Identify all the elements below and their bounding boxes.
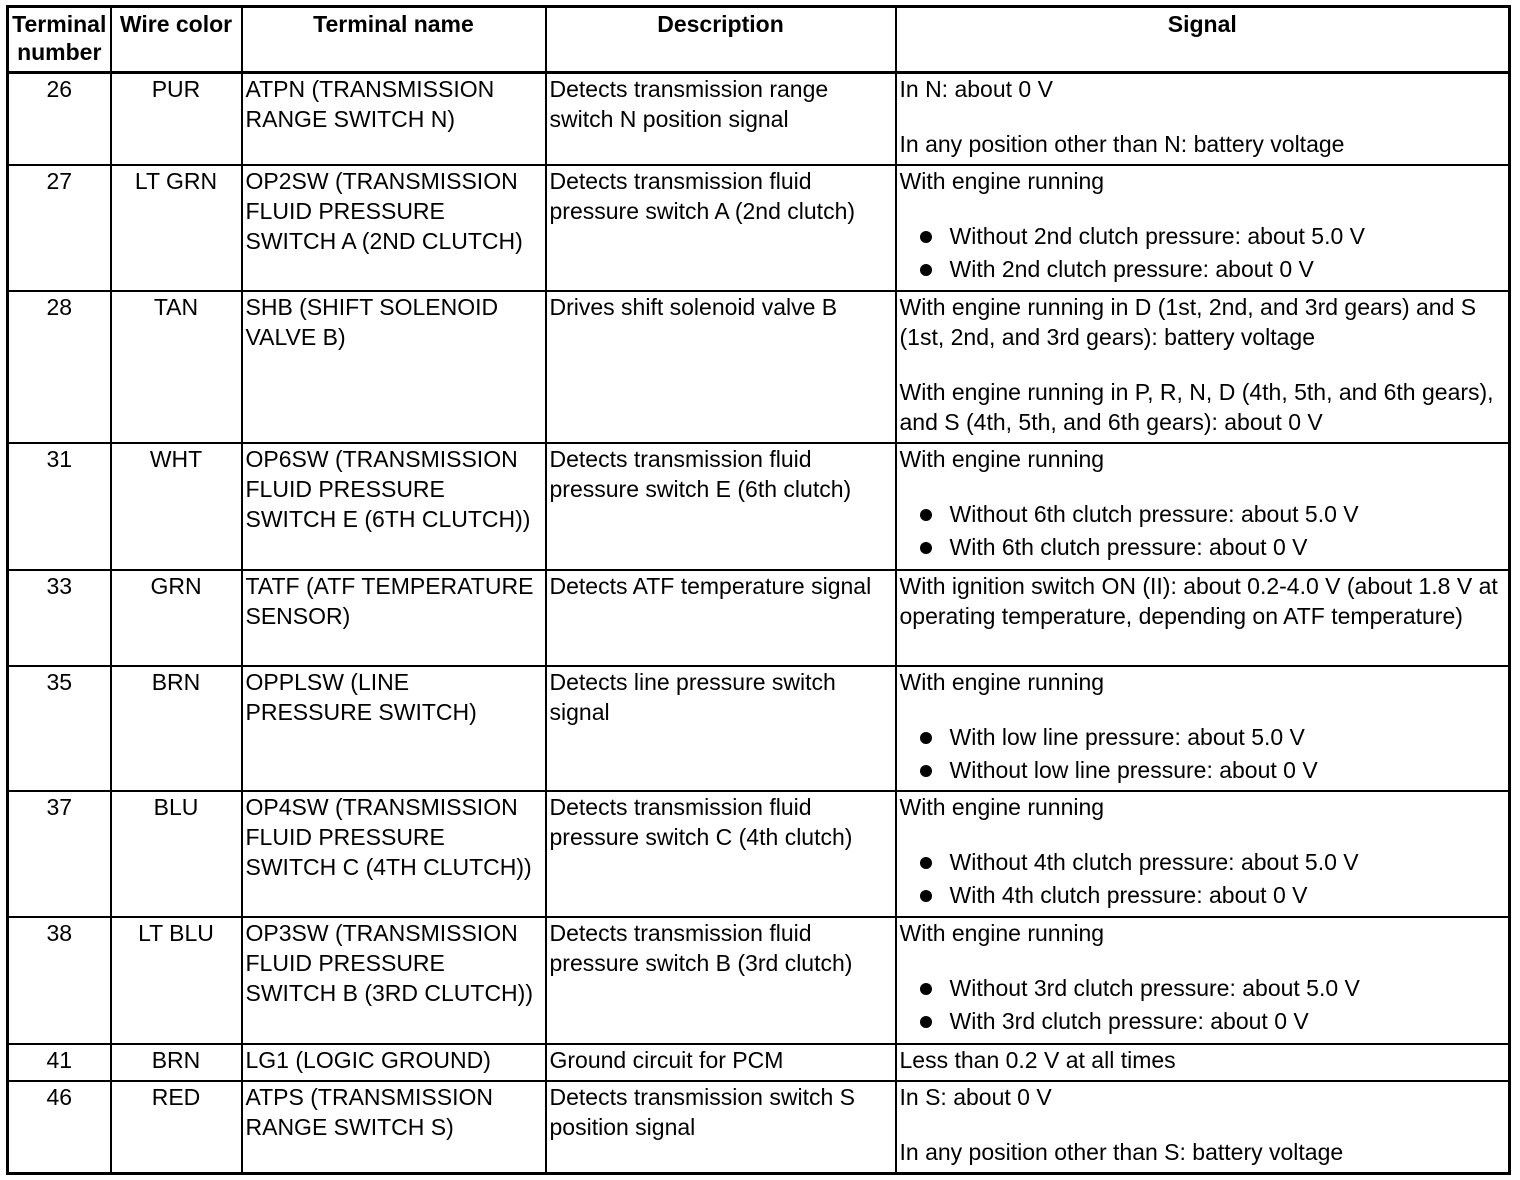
terminal-number: 28 <box>8 291 111 443</box>
table-row <box>8 1081 1510 1173</box>
description: Detects transmission range switch N position signal <box>546 73 896 165</box>
table-row <box>8 291 1510 443</box>
header-description: Description <box>546 7 896 73</box>
bullet-icon <box>920 983 932 995</box>
bullet-icon <box>920 732 932 744</box>
wire-color: LT GRN <box>111 165 242 291</box>
signal-intro: With engine running <box>899 445 1105 472</box>
header-row <box>8 7 1510 73</box>
table-row <box>8 443 1510 570</box>
description: Detects transmission fluid pressure switch A (2nd clutch) <box>546 165 896 291</box>
wire-color: PUR <box>111 73 242 165</box>
wire-color: WHT <box>111 443 242 570</box>
signal-text: In N: about 0 V <box>899 76 1053 102</box>
table-row <box>8 73 1510 165</box>
signal-text: With ignition switch ON (II): about 0.2-4.0 V (about 1.8 V at operating temperature, depending on ATF temperature) <box>899 572 1498 629</box>
description: Detects line pressure switch signal <box>546 666 896 791</box>
signal-text: With engine running in D (1st, 2nd, and 3rd gears) and S (1st, 2nd, and 3rd gears): battery voltage <box>899 293 1477 350</box>
terminal-number: 46 <box>8 1081 111 1173</box>
table-row <box>8 165 1510 291</box>
terminal-name: TATF (ATF TEMPERATURE SENSOR) <box>242 570 546 666</box>
description: Detects transmission fluid pressure switch B (3rd clutch) <box>546 917 896 1044</box>
bullet-icon <box>920 542 932 554</box>
terminal-number: 37 <box>8 791 111 917</box>
signal-text: In any position other than N: battery voltage <box>899 131 1345 157</box>
signal-text: In any position other than S: battery voltage <box>899 1139 1344 1166</box>
description: Detects transmission switch S position signal <box>546 1081 896 1173</box>
terminal-name: OPPLSW (LINE PRESSURE SWITCH) <box>242 666 546 791</box>
list-item: Without 2nd clutch pressure: about 5.0 V <box>920 220 1506 253</box>
list-item: Without low line pressure: about 0 V <box>920 754 1506 787</box>
terminal-name: OP3SW (TRANSMISSION FLUID PRESSURE SWITCH B (3RD CLUTCH)) <box>242 917 546 1044</box>
wire-color: TAN <box>111 291 242 443</box>
bullet-icon <box>920 264 932 276</box>
description: Detects ATF temperature signal <box>546 570 896 666</box>
signal-text: In S: about 0 V <box>899 1084 1052 1111</box>
list-item: Without 3rd clutch pressure: about 5.0 V <box>920 972 1506 1005</box>
table-row <box>8 1044 1510 1081</box>
terminal-name: OP6SW (TRANSMISSION FLUID PRESSURE SWITCH E (6TH CLUTCH)) <box>242 443 546 570</box>
table-row <box>8 666 1510 791</box>
signal <box>896 791 1510 917</box>
wire-color: BLU <box>111 791 242 917</box>
terminal-table <box>6 5 1511 1175</box>
list-item: With 3rd clutch pressure: about 0 V <box>920 1005 1506 1038</box>
signal <box>896 666 1510 791</box>
wire-color: GRN <box>111 570 242 666</box>
signal-intro: With engine running <box>899 794 1105 821</box>
list-item: Without 4th clutch pressure: about 5.0 V <box>920 846 1506 879</box>
signal-text: Less than 0.2 V at all times <box>899 1047 1176 1074</box>
terminal-number: 35 <box>8 666 111 791</box>
list-item: Without 6th clutch pressure: about 5.0 V <box>920 498 1506 531</box>
header-terminal-number: Terminal number <box>8 7 111 73</box>
signal <box>896 291 1510 443</box>
terminal-name: LG1 (LOGIC GROUND) <box>242 1044 546 1081</box>
table-row <box>8 791 1510 917</box>
table-row <box>8 917 1510 1044</box>
signal-bullets <box>900 498 1506 564</box>
signal-intro: With engine running <box>899 920 1105 947</box>
terminal-number: 41 <box>8 1044 111 1081</box>
wire-color: LT BLU <box>111 917 242 1044</box>
list-item: With low line pressure: about 5.0 V <box>920 721 1506 754</box>
description: Detects transmission fluid pressure switch E (6th clutch) <box>546 443 896 570</box>
description: Ground circuit for PCM <box>546 1044 896 1081</box>
wire-color: RED <box>111 1081 242 1173</box>
signal <box>896 73 1510 165</box>
signal-intro: With engine running <box>899 669 1105 695</box>
terminal-number: 38 <box>8 917 111 1044</box>
terminal-name: OP2SW (TRANSMISSION FLUID PRESSURE SWITCH A (2ND CLUTCH) <box>242 165 546 291</box>
signal <box>896 1044 1510 1081</box>
header-signal: Signal <box>896 7 1510 73</box>
signal <box>896 443 1510 570</box>
terminal-number: 26 <box>8 73 111 165</box>
signal-text: With engine running in P, R, N, D (4th, 5th, and 6th gears), and S (4th, 5th, and 6th gears): about 0 V <box>899 378 1494 435</box>
bullet-icon <box>920 1016 932 1028</box>
terminal-number: 33 <box>8 570 111 666</box>
list-item: With 4th clutch pressure: about 0 V <box>920 879 1506 912</box>
signal-bullets <box>900 846 1506 912</box>
signal <box>896 1081 1510 1173</box>
terminal-name: ATPS (TRANSMISSION RANGE SWITCH S) <box>242 1081 546 1173</box>
bullet-icon <box>920 509 932 521</box>
header-terminal-name: Terminal name <box>242 7 546 73</box>
signal-bullets <box>900 972 1506 1038</box>
header-wire-color: Wire color <box>111 7 242 73</box>
bullet-icon <box>920 890 932 902</box>
wire-color: BRN <box>111 666 242 791</box>
terminal-number: 27 <box>8 165 111 291</box>
bullet-icon <box>920 231 932 243</box>
bullet-icon <box>920 857 932 869</box>
signal <box>896 917 1510 1044</box>
signal <box>896 165 1510 291</box>
signal-bullets <box>900 721 1506 787</box>
table-row <box>8 570 1510 666</box>
signal-bullets <box>900 220 1506 286</box>
terminal-name: ATPN (TRANSMISSION RANGE SWITCH N) <box>242 73 546 165</box>
description: Drives shift solenoid valve B <box>546 291 896 443</box>
terminal-number: 31 <box>8 443 111 570</box>
terminal-name: OP4SW (TRANSMISSION FLUID PRESSURE SWITCH C (4TH CLUTCH)) <box>242 791 546 917</box>
signal <box>896 570 1510 666</box>
bullet-icon <box>920 765 932 777</box>
wire-color: BRN <box>111 1044 242 1081</box>
terminal-name: SHB (SHIFT SOLENOID VALVE B) <box>242 291 546 443</box>
description: Detects transmission fluid pressure switch C (4th clutch) <box>546 791 896 917</box>
list-item: With 2nd clutch pressure: about 0 V <box>920 253 1506 286</box>
list-item: With 6th clutch pressure: about 0 V <box>920 531 1506 564</box>
signal-intro: With engine running <box>899 167 1105 194</box>
